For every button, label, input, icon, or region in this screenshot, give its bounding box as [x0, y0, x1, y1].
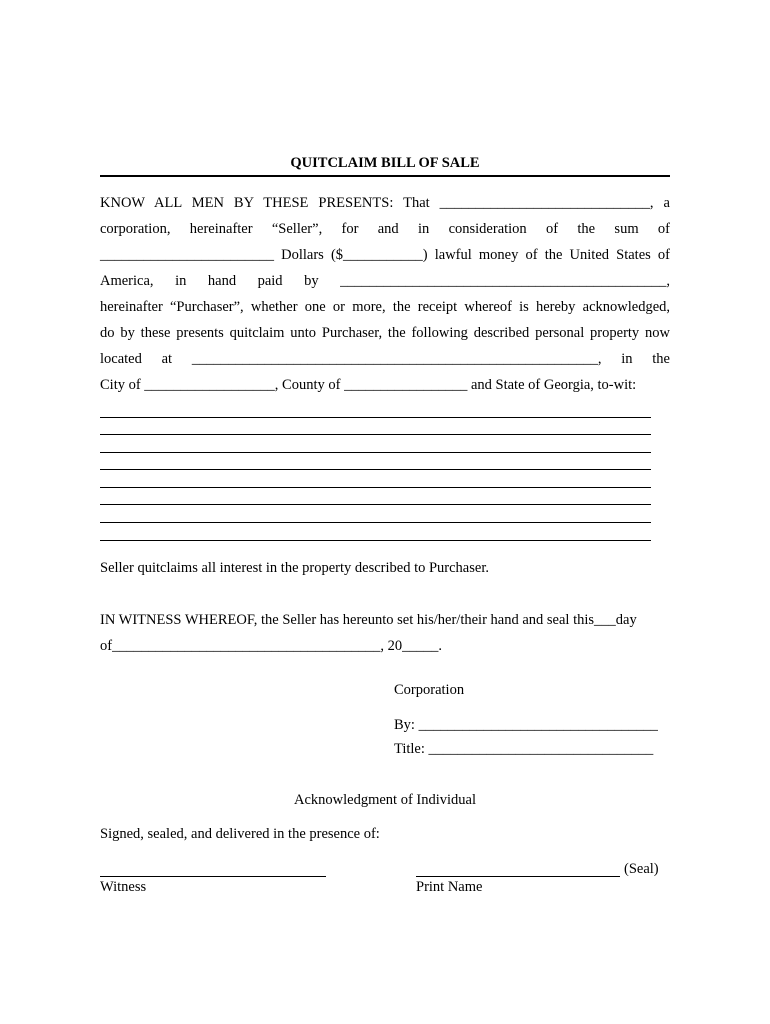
property-description-line-8[interactable] — [100, 540, 651, 541]
property-description-line-3[interactable] — [100, 452, 651, 453]
property-description-line-1[interactable] — [100, 417, 651, 418]
witness-clause-line-1: IN WITNESS WHEREOF, the Seller has hereunto set his/her/their hand and seal this___day — [100, 612, 637, 628]
witness-label: Witness — [100, 879, 147, 895]
document-title: QUITCLAIM BILL OF SALE — [290, 155, 480, 171]
print-name-label: Print Name — [416, 879, 483, 895]
acknowledgment-heading: Acknowledgment of Individual — [293, 792, 476, 808]
body-line-7: located at ________________________________________________________, in the — [100, 351, 670, 367]
print-name-signature-line[interactable] — [416, 876, 620, 877]
by-signature-field[interactable]: By: _________________________________ — [394, 717, 658, 733]
body-line-5: hereinafter “Purchaser”, whether one or more, the receipt whereof is hereby acknowledged, — [100, 299, 670, 315]
title-field[interactable]: Title: _______________________________ — [394, 741, 654, 757]
body-line-2: corporation, hereinafter “Seller”, for and in consideration of the sum of — [100, 221, 670, 237]
property-description-line-6[interactable] — [100, 504, 651, 505]
presence-statement: Signed, sealed, and delivered in the presence of: — [100, 826, 380, 842]
property-description-line-4[interactable] — [100, 469, 651, 470]
title-divider — [100, 175, 670, 177]
property-description-line-7[interactable] — [100, 522, 651, 523]
body-line-4: America, in hand paid by _____________________________________________, — [100, 273, 670, 289]
body-line-3: ________________________ Dollars ($___________) lawful money of the United States of — [100, 247, 670, 263]
quitclaim-statement: Seller quitclaims all interest in the property described to Purchaser. — [100, 560, 489, 576]
corporation-heading: Corporation — [394, 682, 465, 698]
body-line-8: City of __________________, County of _________________ and State of Georgia, to-wit: — [100, 377, 637, 393]
witness-clause-line-2: of_____________________________________, 20_____. — [100, 638, 442, 654]
body-line-1: KNOW ALL MEN BY THESE PRESENTS: That _____________________________, a — [100, 195, 670, 211]
body-line-6: do by these presents quitclaim unto Purchaser, the following described personal property now — [100, 325, 670, 341]
property-description-line-5[interactable] — [100, 487, 651, 488]
property-description-line-2[interactable] — [100, 434, 651, 435]
seal-label: (Seal) — [624, 861, 659, 877]
witness-signature-line[interactable] — [100, 876, 326, 877]
